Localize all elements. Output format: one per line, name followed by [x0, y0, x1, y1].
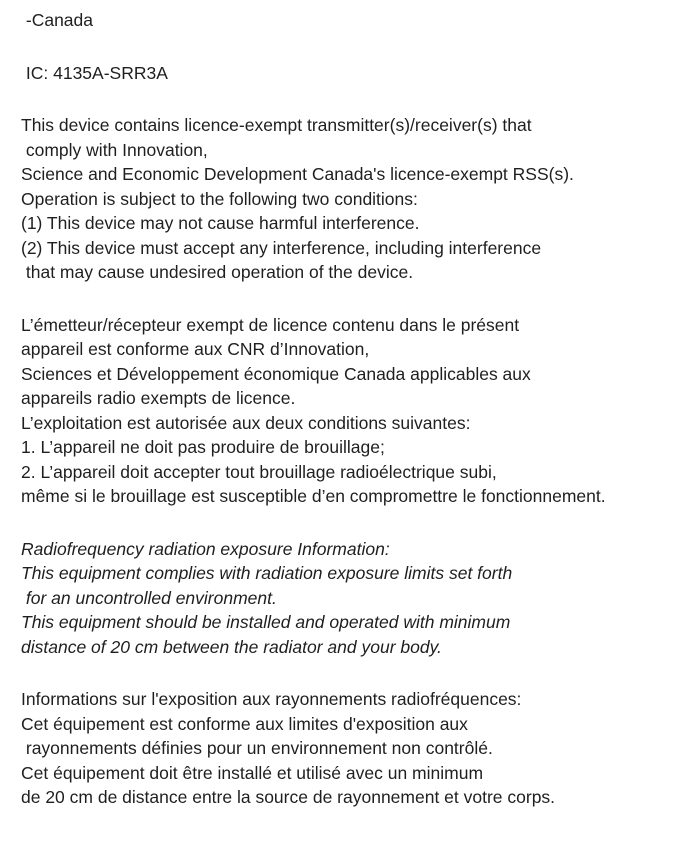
text-line: Cet équipement doit être installé et utilisé avec un minimum: [21, 762, 484, 783]
text-line: for an uncontrolled environment.: [21, 587, 277, 608]
text-line: rayonnements définies pour un environnement non contrôlé.: [21, 738, 493, 758]
text-line: (1) This device may not cause harmful interference.: [21, 213, 420, 233]
text-line: This equipment should be installed and operated with minimum: [21, 612, 511, 632]
text-line: Sciences et Développement économique Canada applicables aux: [21, 363, 531, 384]
country-heading: [21, 8, 672, 33]
text-line: Cet équipement est conforme aux limites d'exposition aux: [21, 713, 468, 734]
ic-number-line: IC: 4135A-SRR3A: [21, 62, 168, 83]
text-line: Radiofrequency radiation exposure Information:: [21, 538, 390, 559]
text-line: Operation is subject to the following two conditions:: [21, 188, 418, 209]
text-line: This device contains licence-exempt transmitter(s)/receiver(s) that: [21, 115, 532, 135]
ic-number-heading: [21, 61, 672, 86]
text-line: Science and Economic Development Canada's licence-exempt RSS(s).: [21, 164, 574, 184]
text-line: même si le brouillage est susceptible d’en compromettre le fonctionnement.: [21, 486, 606, 506]
paragraph-french-notice: [21, 313, 672, 509]
text-line: L’émetteur/récepteur exempt de licence contenu dans le présent: [21, 314, 520, 335]
text-line: appareils radio exempts de licence.: [21, 388, 296, 408]
paragraph-english-notice: [21, 113, 672, 285]
text-line: appareil est conforme aux CNR d’Innovation,: [21, 339, 370, 359]
paragraph-rf-exposure-english: [21, 537, 672, 660]
text-line: 2. L’appareil doit accepter tout brouillage radioélectrique subi,: [21, 461, 497, 482]
text-line: L’exploitation est autorisée aux deux conditions suivantes:: [21, 412, 471, 433]
text-line: (2) This device must accept any interference, including interference: [21, 237, 542, 258]
text-line: 1. L’appareil ne doit pas produire de brouillage;: [21, 437, 385, 457]
text-line: Informations sur l'exposition aux rayonnements radiofréquences:: [21, 689, 522, 709]
paragraph-rf-exposure-french: [21, 687, 672, 810]
text-line: distance of 20 cm between the radiator and your body.: [21, 636, 442, 657]
text-line: This equipment complies with radiation exposure limits set forth: [21, 563, 513, 583]
country-line: -Canada: [21, 10, 94, 30]
text-line: comply with Innovation,: [21, 139, 208, 160]
text-line: de 20 cm de distance entre la source de rayonnement et votre corps.: [21, 787, 556, 807]
text-line: that may cause undesired operation of the device.: [21, 262, 414, 282]
